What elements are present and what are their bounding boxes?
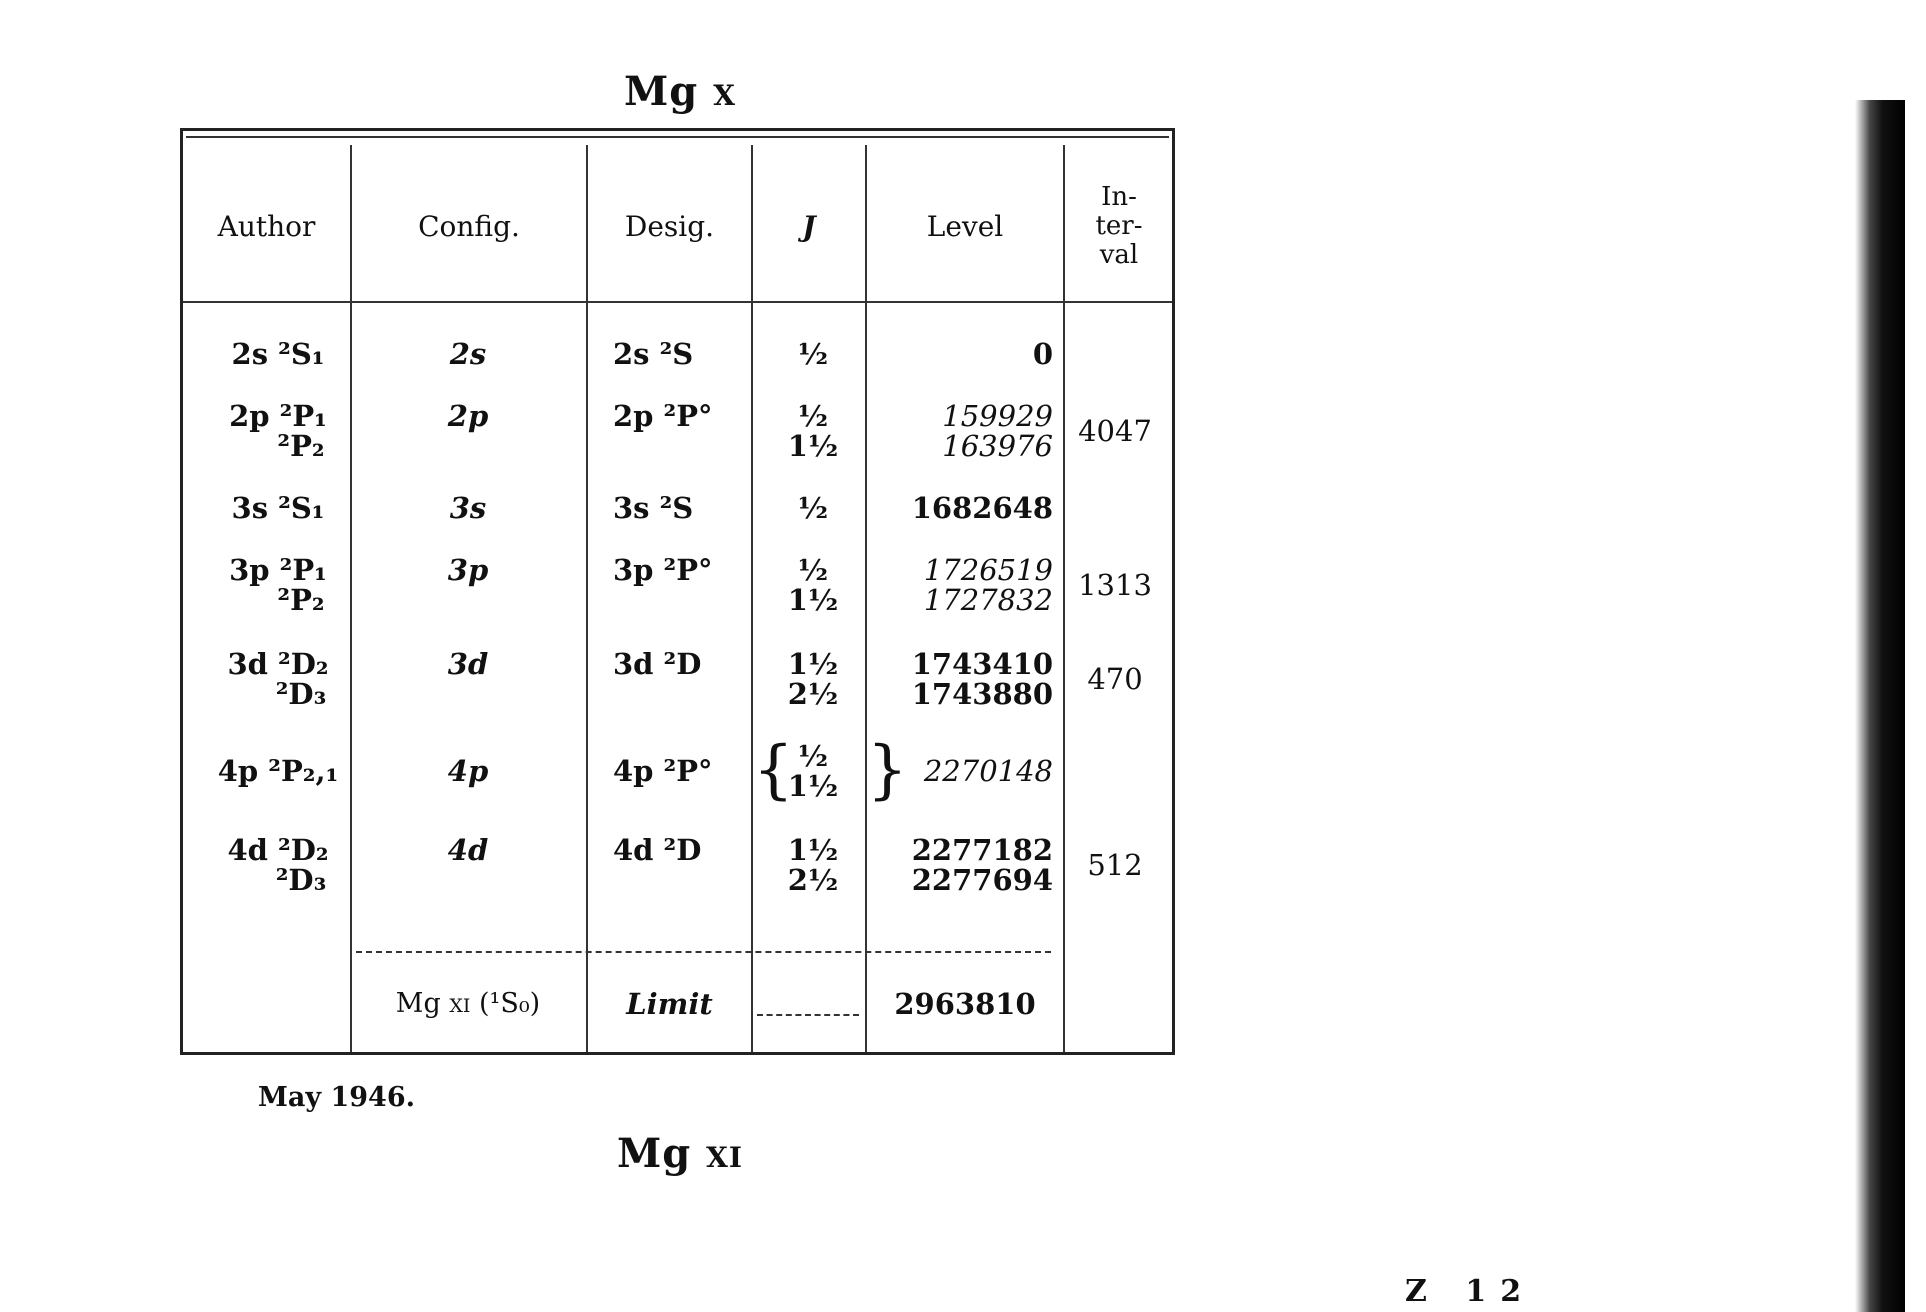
limit-level: 2963810 xyxy=(894,987,1036,1021)
header-rule xyxy=(183,301,1172,303)
j-value: ½ xyxy=(797,337,829,371)
author-designation: 2s ²S₁ xyxy=(231,337,325,371)
header-author: Author xyxy=(217,209,316,243)
desig-cell: 2p ²P° xyxy=(613,399,713,433)
j-values: 1½ 2½ xyxy=(787,833,839,897)
header-interval: In- ter- val xyxy=(1095,181,1143,270)
header-j: J xyxy=(802,209,816,243)
desig-cell: 2s ²S xyxy=(613,337,694,371)
level-values: 2277182 2277694 xyxy=(911,833,1053,897)
j-values: ½ 1½ xyxy=(787,739,839,803)
desig-cell: 3d ²D xyxy=(613,647,702,681)
header-desig: Desig. xyxy=(624,209,715,243)
right-brace: } xyxy=(867,733,908,807)
desig-cell: 4p ²P° xyxy=(613,754,713,788)
interval-value: 512 xyxy=(1087,848,1143,882)
interval-value: 470 xyxy=(1087,662,1143,696)
scan-edge-shadow xyxy=(1855,100,1905,1312)
author-designation: 3s ²S₁ xyxy=(231,491,325,525)
level-value: 1682648 xyxy=(911,491,1053,525)
config-cell: 3d xyxy=(447,647,489,681)
left-brace: { xyxy=(753,733,794,807)
title-ion: xi xyxy=(706,1130,743,1177)
j-values: ½ 1½ xyxy=(787,399,839,463)
title-element: Mg xyxy=(624,68,699,115)
energy-level-table xyxy=(180,128,1175,1055)
limit-j-dashes xyxy=(757,1014,859,1016)
level-values: 1726519 1727832 xyxy=(923,553,1053,617)
interval-value: 4047 xyxy=(1078,414,1152,448)
limit-dashed-rule xyxy=(356,951,1051,953)
desig-cell: 3p ²P° xyxy=(613,553,713,587)
level-value: 0 xyxy=(1032,337,1053,371)
author-designation: 3d ²D₂ ²D₃ xyxy=(227,647,329,711)
header-level: Level xyxy=(926,209,1004,243)
author-designation: 2p ²P₁ ²P₂ xyxy=(229,399,327,463)
footer-date: May 1946. xyxy=(258,1082,416,1113)
level-values: 1743410 1743880 xyxy=(911,647,1053,711)
config-cell: 4d xyxy=(447,833,489,867)
limit-config: Mg xi (¹S₀) xyxy=(395,988,541,1019)
config-cell: 3p xyxy=(447,553,489,587)
config-cell: 4p xyxy=(447,754,489,788)
config-cell: 2p xyxy=(447,399,489,433)
section-title-mg-xi xyxy=(0,1130,1360,1177)
config-cell: 2s xyxy=(449,337,487,371)
j-values: 1½ 2½ xyxy=(787,647,839,711)
limit-label: Limit xyxy=(626,987,713,1021)
desig-cell: 3s ²S xyxy=(613,491,694,525)
author-designation: 3p ²P₁ ²P₂ xyxy=(229,553,327,617)
level-value: 2270148 xyxy=(923,754,1053,788)
level-values: 159929 163976 xyxy=(942,399,1053,463)
section-title-mg-x xyxy=(0,68,1360,115)
page-number: Z 12 xyxy=(1405,1274,1536,1309)
author-designation: 4p ²P₂,₁ xyxy=(217,754,339,788)
j-value: ½ xyxy=(797,491,829,525)
title-ion: x xyxy=(713,68,736,115)
header-config: Config. xyxy=(418,209,520,243)
author-designation: 4d ²D₂ ²D₃ xyxy=(227,833,329,897)
interval-value: 1313 xyxy=(1078,568,1152,602)
j-values: ½ 1½ xyxy=(787,553,839,617)
title-element: Mg xyxy=(616,1130,692,1177)
config-cell: 3s xyxy=(449,491,487,525)
desig-cell: 4d ²D xyxy=(613,833,702,867)
